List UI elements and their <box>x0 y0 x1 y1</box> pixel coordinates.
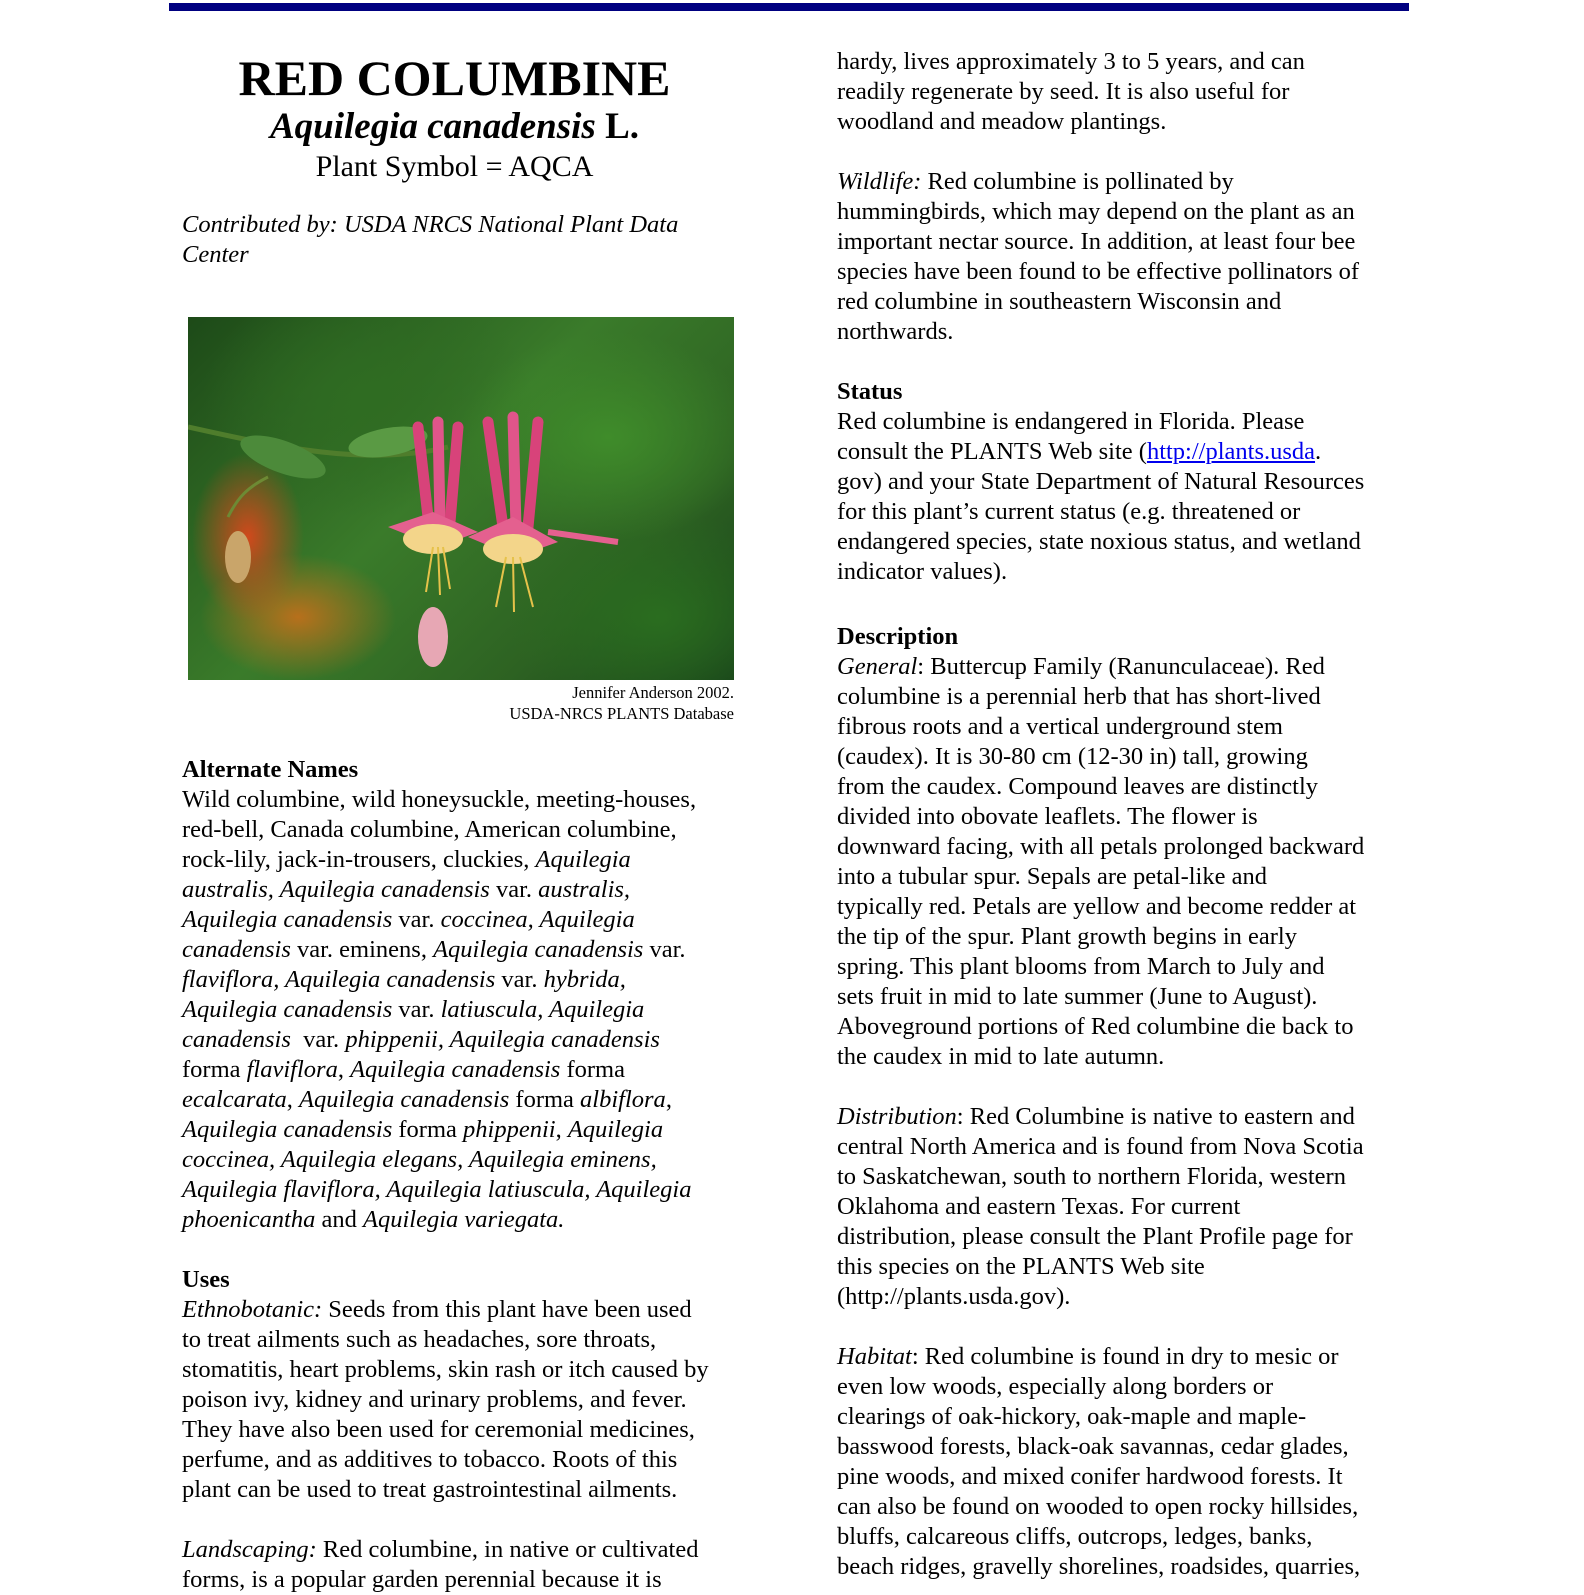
general-line: : Buttercup Family (Ranunculaceae). Red <box>917 653 1325 680</box>
scientific-name-run: Aquilegia canadensis <box>433 936 644 963</box>
scientific-name-run: canadensis <box>182 1026 291 1053</box>
alternate-names-text <box>182 785 752 1235</box>
landscaping-line: hardy, lives approximately 3 to 5 years, and can <box>837 48 1305 75</box>
ethnobotanic-line: perfume, and as additives to tobacco. Roots of this <box>182 1446 678 1473</box>
alternate-names-line <box>182 1115 752 1145</box>
distribution-label: Distribution <box>837 1103 957 1130</box>
contributor-line <box>182 210 752 270</box>
ethnobotanic-line: poison ivy, kidney and urinary problems, and fever. <box>182 1386 687 1413</box>
scientific-name-run: coccinea, Aquilegia elegans, Aquilegia eminens, <box>182 1146 657 1173</box>
landscaping-label: Landscaping: <box>182 1536 317 1563</box>
contributed-by: USDA NRCS National Plant Data <box>343 211 679 238</box>
general-text <box>837 653 1364 1070</box>
columbine-flower-image <box>188 317 734 680</box>
scientific-name-run: Aquilegia canadensis <box>350 1056 561 1083</box>
habitat-line: clearings of oak-hickory, oak-maple and maple- <box>837 1403 1307 1430</box>
ethnobotanic-line: They have also been used for ceremonial medicines, <box>182 1416 695 1443</box>
ethnobotanic-text <box>182 1296 709 1503</box>
description-heading: Description <box>837 623 959 650</box>
wildlife-line: red columbine in southeastern Wisconsin and <box>837 288 1282 315</box>
plants-web-link[interactable]: http://plants.usda <box>1146 438 1316 465</box>
alternate-names-line <box>182 1205 752 1235</box>
general-line: into a tubular spur. Sepals are petal-like and <box>837 863 1267 890</box>
general-line: the caudex in mid to late autumn. <box>837 1043 1165 1070</box>
common-text-run: var. <box>495 966 544 993</box>
wildlife-line: northwards. <box>837 318 954 345</box>
landscaping-line: woodland and meadow plantings. <box>837 108 1167 135</box>
plant-photo <box>188 317 734 680</box>
caption-line-1: Jennifer Anderson 2002. <box>572 683 734 702</box>
alternate-names-line <box>182 1085 752 1115</box>
alternate-names-section <box>182 755 752 1595</box>
wildlife-line: hummingbirds, which may depend on the plant as an <box>837 198 1355 225</box>
general-line: downward facing, with all petals prolonged backward <box>837 833 1365 860</box>
habitat-line: basswood forests, black-oak savannas, cedar glades, <box>837 1433 1349 1460</box>
common-text-run: var. eminens, <box>290 936 434 963</box>
common-text-run: Wild columbine, wild honeysuckle, meeting-houses, <box>182 786 697 813</box>
status-line-1: Red columbine is endangered in Florida. Please <box>837 408 1305 435</box>
page-title: RED COLUMBINE <box>238 50 671 106</box>
alternate-names-line <box>182 815 752 845</box>
habitat-line: even low woods, especially along borders or <box>837 1373 1274 1400</box>
alternate-names-line <box>182 785 752 815</box>
scientific-name-run: phippenii <box>463 1116 556 1143</box>
common-text-run: , <box>665 1086 672 1113</box>
distribution-line: Oklahoma and eastern Texas. For current <box>837 1193 1241 1220</box>
general-line: from the caudex. Compound leaves are distinctly <box>837 773 1319 800</box>
habitat-line: can also be found on wooded to open rocky hillsides, <box>837 1493 1359 1520</box>
status-paragraph <box>837 407 1412 587</box>
general-line: (caudex). It is 30-80 cm (12-30 in) tall, growing <box>837 743 1308 770</box>
caption-line-2: USDA-NRCS PLANTS Database <box>509 704 734 723</box>
status-line: for this plant’s current status (e.g. threatened or <box>837 498 1301 525</box>
general-paragraph <box>837 652 1412 1072</box>
ethnobotanic-line: Seeds from this plant have been used <box>322 1296 692 1323</box>
common-text-run: , <box>286 1086 300 1113</box>
general-line: Aboveground portions of Red columbine die back to <box>837 1013 1354 1040</box>
habitat-line: : Red columbine is found in dry to mesic or <box>911 1343 1339 1370</box>
scientific-name <box>182 106 727 148</box>
alternate-names-line <box>182 935 752 965</box>
landscaping-text-2: forms, is a popular garden perennial because it is <box>182 1566 662 1593</box>
scientific-name-run: latiuscula, Aquilegia <box>440 996 645 1023</box>
habitat-paragraph <box>837 1342 1412 1582</box>
scientific-name-run: Aquilegia flaviflora, Aquilegia latiuscula, Aquilegia <box>182 1176 692 1203</box>
general-line: spring. This plant blooms from March to July and <box>837 953 1325 980</box>
general-line: typically red. Petals are yellow and become redder at <box>837 893 1357 920</box>
general-line: the tip of the spur. Plant growth begins in early <box>837 923 1297 950</box>
landscaping-paragraph <box>182 1535 752 1595</box>
common-text-run: var. <box>643 936 686 963</box>
common-text-run: and <box>315 1206 363 1233</box>
status-line-2-pre: consult the PLANTS Web site ( <box>837 438 1147 465</box>
scientific-name-run: Aquilegia canadensis <box>182 906 393 933</box>
right-column <box>837 47 1412 1582</box>
title-block <box>182 50 727 186</box>
landscaping-line: readily regenerate by seed. It is also useful for <box>837 78 1290 105</box>
ethnobotanic-label: Ethnobotanic: <box>182 1296 323 1323</box>
common-text-run: forma <box>392 1116 464 1143</box>
distribution-line: : Red Columbine is native to eastern and <box>956 1103 1355 1130</box>
alternate-names-line <box>182 875 752 905</box>
habitat-line: bluffs, calcareous cliffs, outcrops, ledges, banks, <box>837 1523 1313 1550</box>
common-text-run: var. <box>290 1026 346 1053</box>
scientific-name-run: flaviflora <box>246 1056 338 1083</box>
common-text-run: var. <box>392 906 441 933</box>
alternate-names-line <box>182 1055 752 1085</box>
alternate-names-line <box>182 905 752 935</box>
distribution-line: to Saskatchewan, south to northern Florida, western <box>837 1163 1346 1190</box>
wildlife-line: species have been found to be effective pollinators of <box>837 258 1360 285</box>
top-rule <box>169 3 1409 11</box>
status-heading: Status <box>837 378 903 405</box>
alternate-names-line <box>182 1025 752 1055</box>
scientific-name-run: coccinea, Aquilegia <box>440 906 635 933</box>
scientific-name-run: australis, Aquilegia canadensis <box>182 876 490 903</box>
common-text-run: , <box>337 1056 351 1083</box>
alternate-names-line <box>182 1175 752 1205</box>
wildlife-line: important nectar source. In addition, at least four bee <box>837 228 1356 255</box>
alternate-names-line <box>182 965 752 995</box>
plant-symbol: Plant Symbol = AQCA <box>315 150 594 183</box>
contributed-by-cont: Center <box>182 241 249 268</box>
ethnobotanic-line: to treat ailments such as headaches, sore throats, <box>182 1326 657 1353</box>
scientific-name-run: Aquilegia canadensis <box>182 996 393 1023</box>
common-text-run: var. <box>489 876 539 903</box>
habitat-line: pine woods, and mixed conifer hardwood forests. It <box>837 1463 1343 1490</box>
scientific-name-run: ecalcarata <box>182 1086 287 1113</box>
uses-heading: Uses <box>182 1266 230 1293</box>
general-line: sets fruit in mid to late summer (June to August). <box>837 983 1318 1010</box>
distribution-paragraph <box>837 1102 1412 1312</box>
general-label: General <box>837 653 918 680</box>
left-column <box>182 44 752 1593</box>
general-line: columbine is a perennial herb that has short-lived <box>837 683 1321 710</box>
common-text-run: rock-lily, jack-in-trousers, cluckies, <box>182 846 536 873</box>
distribution-line: (http://plants.usda.gov). <box>837 1283 1071 1310</box>
wildlife-label: Wildlife: <box>837 168 922 195</box>
common-text-run: var. <box>392 996 441 1023</box>
scientific-name-run: Aquilegia canadensis <box>182 1116 393 1143</box>
author-abbrev: L. <box>605 106 640 147</box>
scientific-name-run: hybrida, <box>543 966 626 993</box>
ethnobotanic-line: stomatitis, heart problems, skin rash or itch caused by <box>182 1356 709 1383</box>
scientific-name-text: Aquilegia canadensis <box>269 106 596 147</box>
common-text-run: forma <box>182 1056 247 1083</box>
scientific-name-run: Aquilegia variegata. <box>363 1206 565 1233</box>
status-line: endangered species, state noxious status, and wetland <box>837 528 1361 555</box>
status-line: gov) and your State Department of Natural Resources <box>837 468 1365 495</box>
status-text <box>837 468 1364 585</box>
common-text-run: , <box>555 1116 568 1143</box>
general-line: fibrous roots and a vertical underground stem <box>837 713 1283 740</box>
alternate-names-line <box>182 845 752 875</box>
common-text-run: forma <box>560 1056 625 1083</box>
ethnobotanic-paragraph <box>182 1295 752 1505</box>
general-line: divided into obovate leaflets. The flower is <box>837 803 1258 830</box>
habitat-label: Habitat <box>837 1343 912 1370</box>
distribution-line: central North America and is found from Nova Scotia <box>837 1133 1364 1160</box>
scientific-name-run: australis, <box>538 876 631 903</box>
photo-caption <box>188 682 734 724</box>
status-line: indicator values). <box>837 558 1008 585</box>
landscaping-continued <box>837 47 1412 137</box>
common-text-run: forma <box>509 1086 581 1113</box>
scientific-name-run: phoenicantha <box>182 1206 316 1233</box>
scientific-name-run: Aquilegia canadensis <box>299 1086 510 1113</box>
scientific-name-run: canadensis <box>182 936 291 963</box>
alternate-names-line <box>182 1145 752 1175</box>
ethnobotanic-line: plant can be used to treat gastrointestinal ailments. <box>182 1476 678 1503</box>
alternate-names-line <box>182 995 752 1025</box>
scientific-name-run: phippenii, Aquilegia canadensis <box>345 1026 660 1053</box>
common-text-run: red-bell, Canada columbine, American columbine, <box>182 816 677 843</box>
alternate-names-heading: Alternate Names <box>182 756 359 783</box>
distribution-text <box>837 1103 1364 1310</box>
distribution-line: distribution, please consult the Plant Profile page for <box>837 1223 1353 1250</box>
contributed-label: Contributed by: <box>182 211 338 238</box>
scientific-name-run: Aquilegia <box>535 846 631 873</box>
wildlife-line: Red columbine is pollinated by <box>921 168 1234 195</box>
habitat-text <box>837 1343 1360 1580</box>
scientific-name-run: Aquilegia <box>567 1116 664 1143</box>
habitat-line: beach ridges, gravelly shorelines, roadsides, quarries, <box>837 1553 1361 1580</box>
distribution-line: this species on the PLANTS Web site <box>837 1253 1205 1280</box>
wildlife-paragraph <box>837 167 1412 347</box>
scientific-name-run: flaviflora, Aquilegia canadensis <box>182 966 496 993</box>
status-line-2-post: . <box>1315 438 1322 465</box>
landscaping-text-1: Red columbine, in native or cultivated <box>316 1536 699 1563</box>
scientific-name-run: albiflora <box>580 1086 666 1113</box>
